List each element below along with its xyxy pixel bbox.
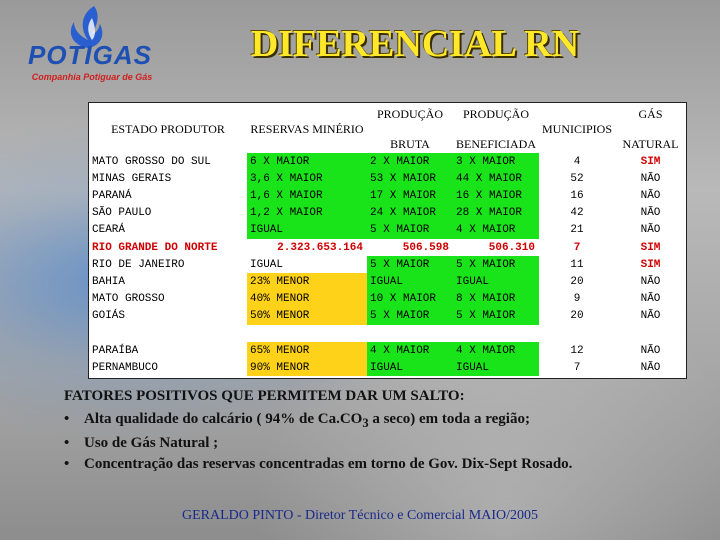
cell-benef: 3 X MAIOR — [453, 153, 539, 170]
cell-benef: 5 X MAIOR — [453, 308, 539, 325]
cell-benef: 4 X MAIOR — [453, 222, 539, 239]
factor-text: Concentração das reservas concentradas em torno de Gov. Dix-Sept Rosado. — [84, 456, 573, 472]
cell-mun: 52 — [570, 172, 584, 185]
cell-gas: NÃO — [640, 224, 661, 237]
cell-bruta: 24 X MAIOR — [367, 205, 453, 222]
logo-subtitle: Companhia Potiguar de Gás — [31, 72, 153, 82]
factors-heading: FATORES POSITIVOS QUE PERMITEM DAR UM SALTO: — [64, 388, 465, 404]
header-benef — [453, 103, 539, 155]
factor-text: Alta qualidade do calcário ( 94% de Ca.CO — [84, 411, 363, 427]
cell-gas: NÃO — [640, 293, 661, 306]
cell-bruta: 5 X MAIOR — [367, 308, 453, 325]
cell-estado: GOIÁS — [92, 310, 126, 323]
header-line: BENEFICIADA — [456, 136, 536, 151]
header-line: PRODUÇÃO — [462, 106, 529, 121]
cell-bruta: 5 X MAIOR — [367, 222, 453, 239]
cell-estado: MINAS GERAIS — [92, 172, 172, 185]
cell-mun: 12 — [570, 344, 584, 357]
cell-gas: NÃO — [640, 275, 661, 288]
cell-benef: 28 X MAIOR — [453, 205, 539, 222]
cell-benef: 16 X MAIOR — [453, 187, 539, 204]
cell-reservas: 40% MENOR — [247, 291, 367, 308]
cell-gas: NÃO — [640, 310, 661, 323]
page-title: DIFERENCIAL RN — [250, 23, 580, 65]
cell-mun: 21 — [570, 224, 584, 237]
cell-bruta: IGUAL — [367, 359, 453, 376]
cell-gas: NÃO — [640, 344, 661, 357]
header-reservas — [247, 103, 367, 155]
factor-item — [64, 435, 714, 452]
cell-benef: IGUAL — [453, 359, 539, 376]
cell-reservas: 50% MENOR — [247, 308, 367, 325]
factor-text: Uso de Gás Natural ; — [84, 435, 219, 451]
factor-item — [64, 411, 714, 431]
cell-reservas: 1,6 X MAIOR — [247, 187, 367, 204]
cell-estado: MATO GROSSO DO SUL — [92, 155, 211, 168]
cell-reservas: IGUAL — [250, 258, 284, 271]
factor-item — [64, 456, 714, 473]
cell-benef: 5 X MAIOR — [453, 256, 539, 273]
cell-reservas: 90% MENOR — [247, 359, 367, 376]
cell-estado: RIO DE JANEIRO — [92, 258, 185, 271]
cell-estado: CEARÁ — [92, 224, 126, 237]
cell-estado: BAHIA — [92, 275, 126, 288]
header-line: RESERVAS MINÉRIO — [250, 121, 364, 136]
cell-gas: NÃO — [640, 172, 661, 185]
factor-text-tail: a seco) em toda a região; — [368, 411, 530, 427]
cell-estado: PERNAMBUCO — [92, 361, 159, 374]
cell-estado: PARANÁ — [92, 189, 132, 202]
cell-bruta: 53 X MAIOR — [367, 170, 453, 187]
comparison-table — [88, 102, 687, 379]
cell-benef: IGUAL — [453, 273, 539, 290]
cell-reservas: 23% MENOR — [247, 273, 367, 290]
cell-gas: NÃO — [640, 189, 661, 202]
footer-credit: GERALDO PINTO - Diretor Técnico e Comercial MAIO/2005 — [181, 508, 538, 523]
cell-mun: 20 — [570, 275, 584, 288]
cell-bruta: 5 X MAIOR — [367, 256, 453, 273]
cell-mun: 42 — [570, 207, 584, 220]
cell-reservas: 2.323.653.164 — [277, 241, 363, 254]
factor-subscript: 3 — [362, 416, 369, 430]
cell-benef: 4 X MAIOR — [453, 342, 539, 359]
cell-reservas: 3,6 X MAIOR — [247, 170, 367, 187]
cell-bruta: 17 X MAIOR — [367, 187, 453, 204]
cell-reservas: 6 X MAIOR — [247, 153, 367, 170]
header-line: PRODUÇÃO — [376, 106, 443, 121]
positive-factors — [64, 388, 714, 477]
cell-gas: SIM — [640, 258, 661, 271]
cell-estado: RIO GRANDE DO NORTE — [92, 241, 218, 254]
cell-reservas: 65% MENOR — [247, 342, 367, 359]
cell-mun: 16 — [570, 189, 584, 202]
potigas-logo — [8, 2, 168, 88]
header-estado — [89, 103, 247, 155]
header-gas — [615, 103, 686, 155]
cell-estado: SÃO PAULO — [92, 207, 152, 220]
cell-reservas: IGUAL — [247, 222, 367, 239]
factors-list — [64, 411, 714, 473]
cell-estado: PARAÍBA — [92, 344, 139, 357]
cell-bruta: 2 X MAIOR — [367, 153, 453, 170]
header-line: NATURAL — [622, 136, 679, 151]
cell-benef: 506.310 — [488, 241, 535, 254]
cell-bruta: 4 X MAIOR — [367, 342, 453, 359]
logo-name: POTIGAS — [27, 40, 152, 70]
cell-reservas: 1,2 X MAIOR — [247, 205, 367, 222]
cell-gas: NÃO — [640, 207, 661, 220]
cell-mun: 7 — [573, 361, 581, 374]
cell-mun: 9 — [573, 293, 581, 306]
header-line: ESTADO PRODUTOR — [111, 121, 225, 136]
cell-bruta: IGUAL — [367, 273, 453, 290]
header-line: GÁS — [638, 106, 663, 121]
cell-benef: 44 X MAIOR — [453, 170, 539, 187]
cell-mun: 4 — [573, 155, 581, 168]
header-line: BRUTA — [390, 136, 430, 151]
cell-mun: 7 — [573, 241, 581, 254]
cell-bruta: 506.598 — [402, 241, 449, 254]
cell-gas: NÃO — [640, 361, 661, 374]
header-bruta — [367, 103, 453, 155]
cell-gas: SIM — [640, 241, 661, 254]
cell-gas: SIM — [640, 155, 661, 168]
cell-benef: 8 X MAIOR — [453, 291, 539, 308]
cell-bruta: 10 X MAIOR — [367, 291, 453, 308]
cell-mun: 11 — [570, 258, 584, 271]
header-mun — [539, 103, 615, 155]
cell-mun: 20 — [570, 310, 584, 323]
header-line: MUNICIPIOS — [541, 121, 612, 136]
cell-estado: MATO GROSSO — [92, 293, 165, 306]
